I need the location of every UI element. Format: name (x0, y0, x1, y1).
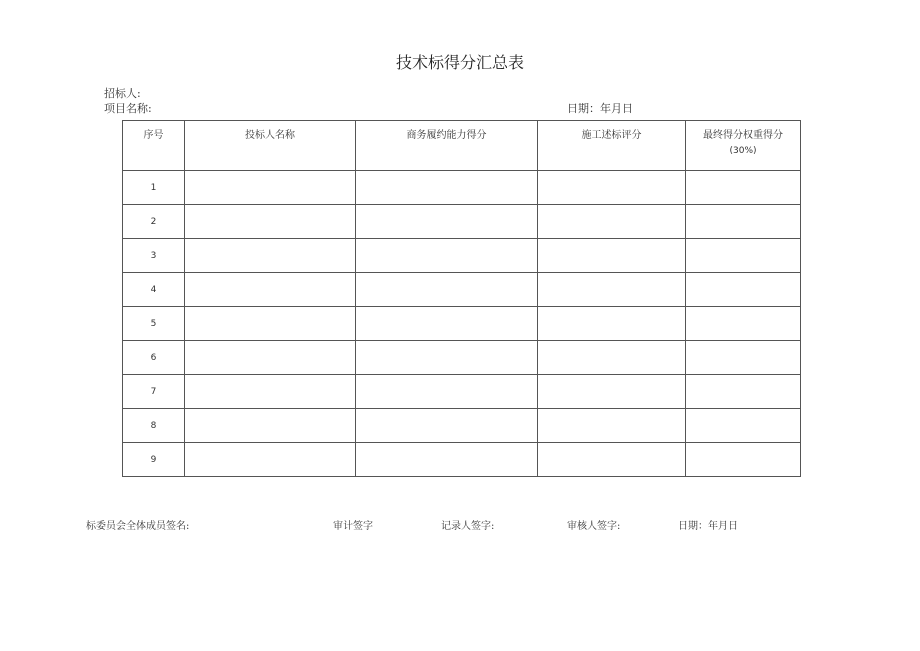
table-row (123, 171, 801, 205)
table-row (123, 375, 801, 409)
business-score-cell (356, 409, 538, 443)
table-row (123, 443, 801, 477)
presentation-score-cell (538, 171, 686, 205)
final-score-cell (686, 443, 801, 477)
column-header-business-score: 商务履约能力得分 (356, 121, 538, 171)
project-name-label: 项目名称: (104, 102, 152, 115)
row-index-cell: 7 (123, 375, 185, 409)
table-header-row (123, 121, 801, 171)
bidder-name-cell (185, 443, 356, 477)
business-score-cell (356, 239, 538, 273)
final-score-cell (686, 341, 801, 375)
presentation-score-cell (538, 341, 686, 375)
bidder-name-cell (185, 239, 356, 273)
footer-date-label: 日期：年月日 (678, 521, 738, 532)
table-row (123, 205, 801, 239)
business-score-cell (356, 205, 538, 239)
bidder-name-cell (185, 341, 356, 375)
final-score-cell (686, 375, 801, 409)
committee-signature-label: 标委员会全体成员签名: (86, 521, 190, 532)
page-title: 技术标得分汇总表 (395, 53, 524, 72)
final-score-cell (686, 273, 801, 307)
final-score-cell (686, 307, 801, 341)
bidder-name-cell (185, 171, 356, 205)
row-index-cell: 4 (123, 273, 185, 307)
presentation-score-cell (538, 273, 686, 307)
table-row (123, 307, 801, 341)
row-index-cell: 9 (123, 443, 185, 477)
table-row (123, 409, 801, 443)
presentation-score-cell (538, 239, 686, 273)
business-score-cell (356, 273, 538, 307)
presentation-score-cell (538, 307, 686, 341)
final-score-cell (686, 205, 801, 239)
presentation-score-cell (538, 443, 686, 477)
presentation-score-cell (538, 205, 686, 239)
presentation-score-cell (538, 409, 686, 443)
row-index-cell: 5 (123, 307, 185, 341)
column-header-final-weighted-score (686, 121, 801, 171)
final-score-cell (686, 171, 801, 205)
business-score-cell (356, 375, 538, 409)
row-index-cell: 1 (123, 171, 185, 205)
presentation-score-cell (538, 375, 686, 409)
column-header-bidder-name: 投标人名称 (185, 121, 356, 171)
weight-percentage: (30%) (729, 146, 757, 156)
business-score-cell (356, 443, 538, 477)
column-header-presentation-score: 施工述标评分 (538, 121, 686, 171)
column-header-index: 序号 (123, 121, 185, 171)
business-score-cell (356, 307, 538, 341)
business-score-cell (356, 341, 538, 375)
row-index-cell: 6 (123, 341, 185, 375)
row-index-cell: 8 (123, 409, 185, 443)
row-index-cell: 3 (123, 239, 185, 273)
row-index-cell: 2 (123, 205, 185, 239)
bidder-name-cell (185, 273, 356, 307)
table-row (123, 239, 801, 273)
reviewer-signature-label: 审核人签字: (567, 521, 621, 532)
audit-signature-label: 审计签字 (333, 521, 373, 532)
score-summary-table (122, 120, 801, 477)
tenderer-label: 招标人: (104, 87, 141, 100)
recorder-signature-label: 记录人签字: (441, 521, 495, 532)
final-score-cell (686, 239, 801, 273)
table-row (123, 273, 801, 307)
final-score-cell (686, 409, 801, 443)
final-score-label: 最终得分权重得分 (703, 130, 783, 141)
date-label: 日期：年月日 (567, 102, 633, 115)
bidder-name-cell (185, 409, 356, 443)
bidder-name-cell (185, 375, 356, 409)
bidder-name-cell (185, 307, 356, 341)
table-row (123, 341, 801, 375)
bidder-name-cell (185, 205, 356, 239)
business-score-cell (356, 171, 538, 205)
